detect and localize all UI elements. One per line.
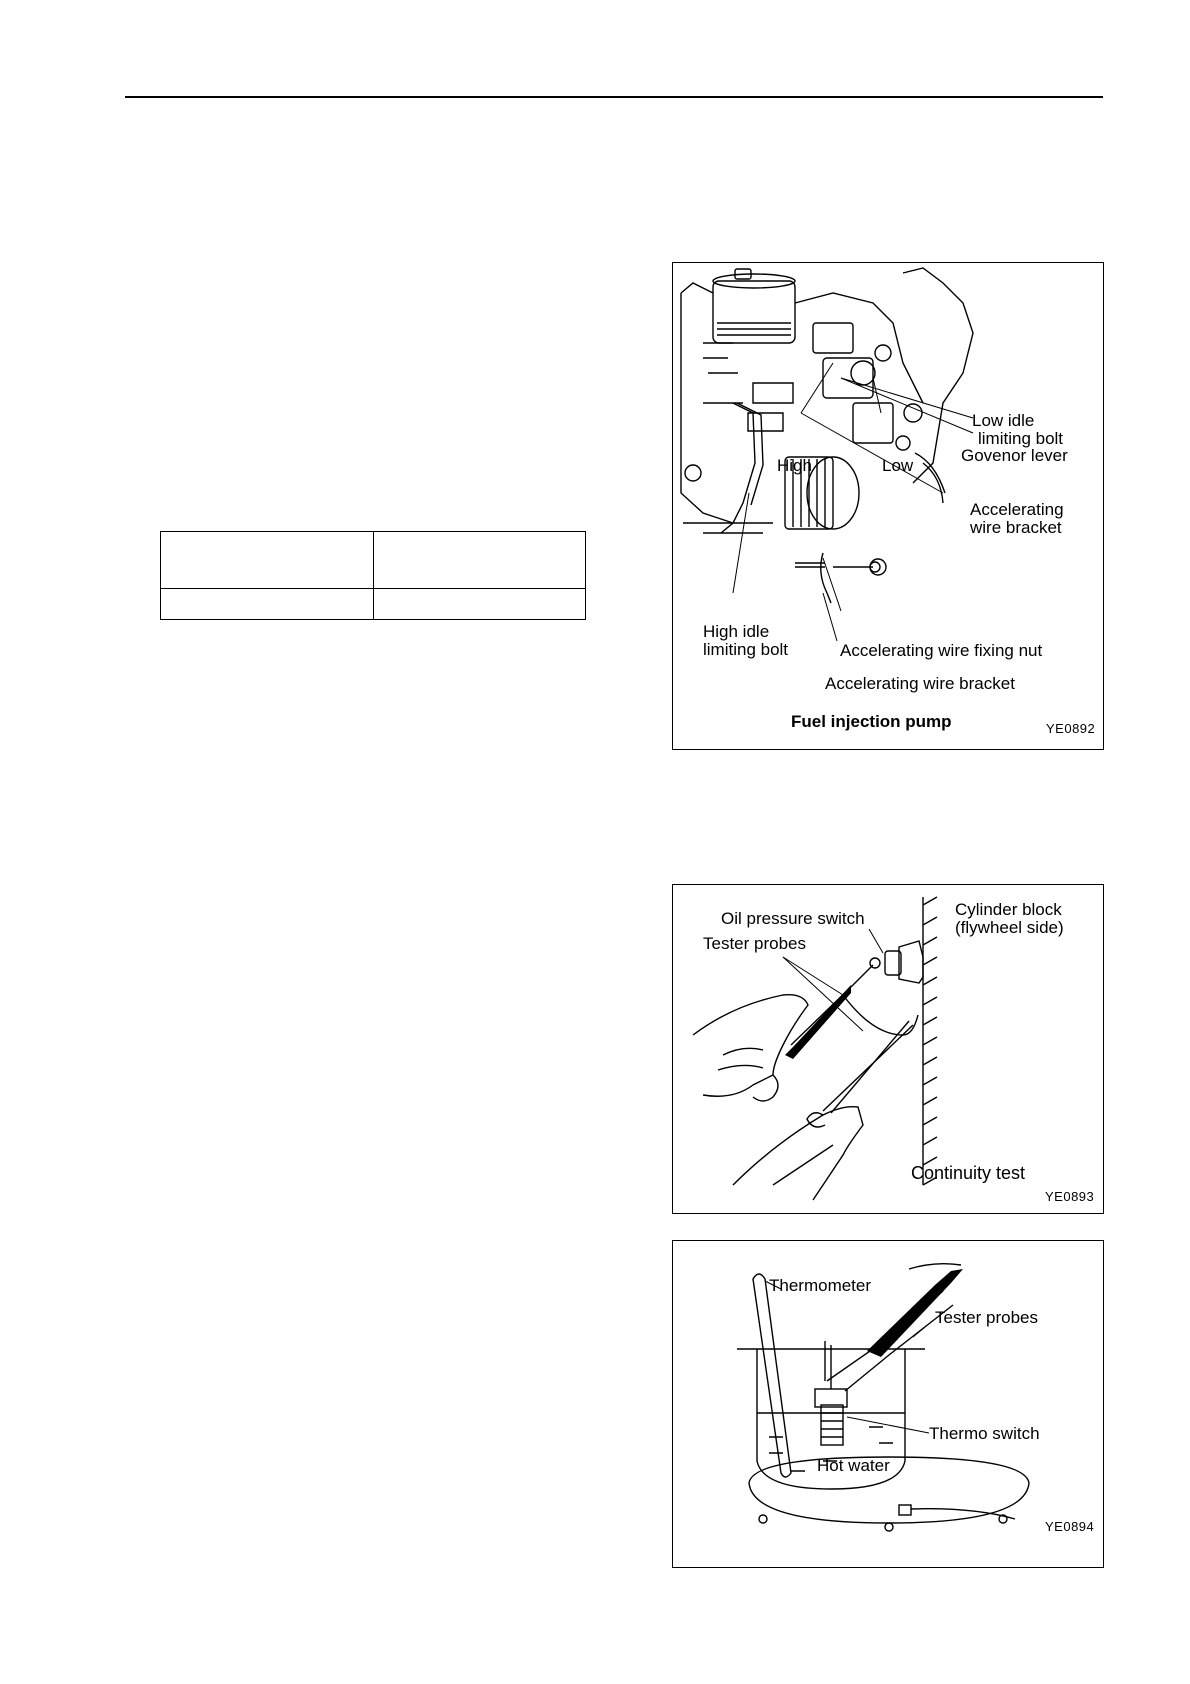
label-hot-water: Hot water	[817, 1456, 890, 1475]
figure-continuity-test	[672, 884, 1104, 1214]
label-thermometer: Thermometer	[769, 1276, 872, 1295]
figure-code: YE0892	[1046, 721, 1096, 736]
label-low-idle-1: Low idle	[972, 411, 1035, 430]
table-cell	[161, 532, 374, 589]
figure-fuel-injection-pump	[672, 262, 1104, 750]
table-row	[161, 532, 586, 589]
label-low-idle-2: limiting bolt	[978, 429, 1064, 448]
figure-code: YE0894	[1045, 1519, 1095, 1534]
label-oil-pressure-switch: Oil pressure switch	[721, 909, 865, 928]
spec-table	[160, 531, 586, 620]
label-cylinder-block-2: (flywheel side)	[955, 918, 1064, 937]
label-low: Low	[882, 456, 914, 475]
label-cylinder-block-1: Cylinder block	[955, 900, 1062, 919]
label-high-idle-2: limiting bolt	[703, 640, 789, 659]
figure-caption: Fuel injection pump	[791, 712, 952, 731]
figure-thermo-switch-test	[672, 1240, 1104, 1568]
thermo-illustration	[673, 1241, 1105, 1569]
continuity-illustration	[673, 885, 1105, 1215]
label-tester-probes: Tester probes	[935, 1308, 1038, 1327]
label-high: High	[777, 456, 812, 475]
label-tester-probes: Tester probes	[703, 934, 806, 953]
table-row	[161, 589, 586, 620]
figure-caption: Continuity test	[911, 1163, 1026, 1183]
engine-illustration	[673, 263, 1105, 751]
probe-handle-black	[785, 985, 851, 1059]
label-accelerating-2: wire bracket	[970, 518, 1062, 537]
label-high-idle-1: High idle	[703, 622, 770, 641]
label-governor-lever: Govenor lever	[961, 446, 1068, 465]
label-thermo-switch: Thermo switch	[929, 1424, 1040, 1443]
table-cell	[373, 532, 586, 589]
table-cell	[161, 589, 374, 620]
figure-code: YE0893	[1045, 1189, 1095, 1204]
label-accelerating-1: Accelerating	[970, 500, 1064, 519]
label-fixing-nut: Accelerating wire fixing nut	[840, 641, 1043, 660]
header-rule	[125, 96, 1103, 98]
label-accelerating-bracket: Accelerating wire bracket	[825, 674, 1015, 693]
table-cell	[373, 589, 586, 620]
